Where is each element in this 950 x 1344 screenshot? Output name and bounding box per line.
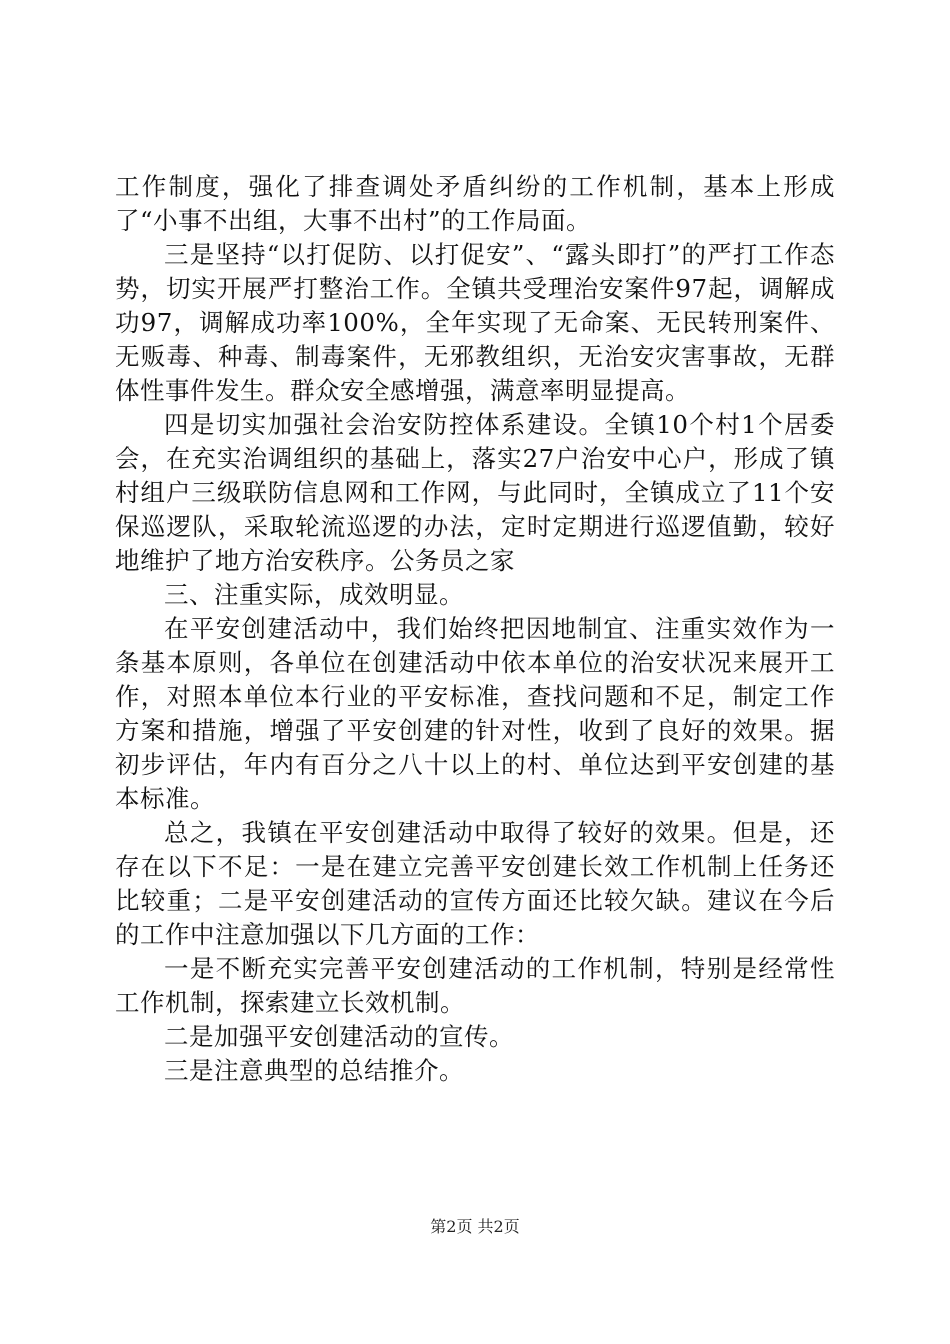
paragraph-2: 三是坚持“以打促防、以打促安”、“露头即打”的严打工作态势，切实开展严打整治工作。全镇共受理治安案件97起，调解成功97，调解成功率100%，全年实现了无命案、无民转刑案件、无贩毒、种毒、制毒案件，无邪教组织，无治安灾害事故，无群体性事件发生。群众安全感增强，满意率明显提高。	[115, 240, 835, 405]
paragraph-7: 一是不断充实完善平安创建活动的工作机制，特别是经常性工作机制，探索建立长效机制。	[115, 954, 835, 1017]
paragraph-1: 工作制度，强化了排查调处矛盾纠纷的工作机制，基本上形成了“小事不出组，大事不出村”的工作局面。	[115, 172, 835, 235]
section-heading: 三、注重实际，成效明显。	[164, 580, 464, 609]
paragraph-9: 三是注意典型的总结推介。	[164, 1056, 464, 1085]
paragraph-6: 总之，我镇在平安创建活动中取得了较好的效果。但是，还存在以下不足：一是在建立完善平安创建长效工作机制上任务还比较重；二是平安创建活动的宣传方面还比较欠缺。建议在今后的工作中注意加强以下几方面的工作：	[115, 818, 835, 949]
document-body	[115, 170, 835, 1088]
paragraph-8: 二是加强平安创建活动的宣传。	[164, 1022, 514, 1051]
paragraph-3: 四是切实加强社会治安防控体系建设。全镇10个村1个居委会，在充实治调组织的基础上，落实27户治安中心户，形成了镇村组户三级联防信息网和工作网，与此同时，全镇成立了11个安保巡逻队，采取轮流巡逻的办法，定时定期进行巡逻值勤，较好地维护了地方治安秩序。公务员之家	[115, 410, 835, 575]
paragraph-5: 在平安创建活动中，我们始终把因地制宜、注重实效作为一条基本原则，各单位在创建活动中依本单位的治安状况来展开工作，对照本单位本行业的平安标准，查找问题和不足，制定工作方案和措施，增强了平安创建的针对性，收到了良好的效果。据初步评估，年内有百分之八十以上的村、单位达到平安创建的基本标准。	[115, 614, 835, 813]
page-number: 第2页 共2页	[430, 1217, 520, 1236]
